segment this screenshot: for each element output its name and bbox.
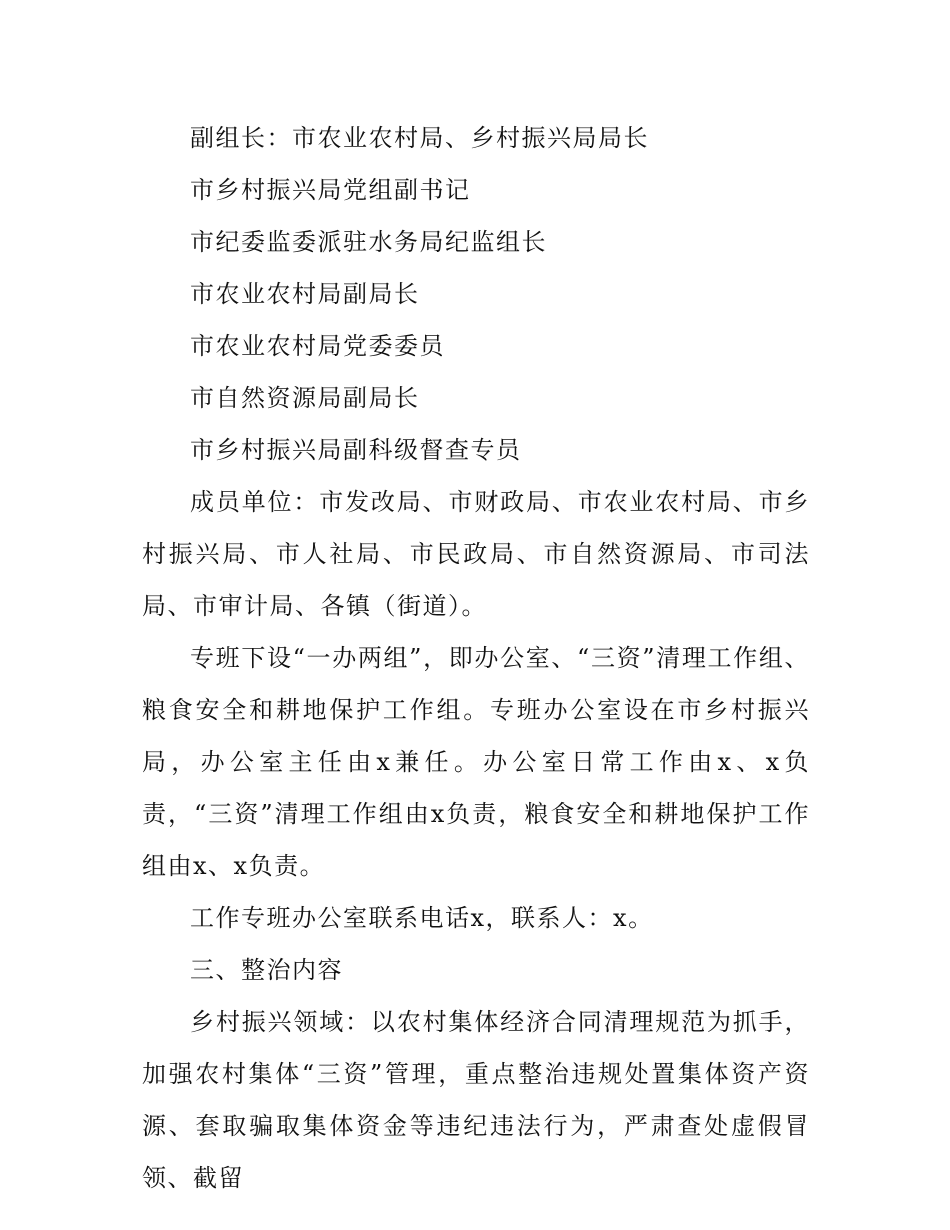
member-line-4: 市农业农村局党委委员 [190,332,445,360]
document-body [142,112,810,1204]
deputy-leader-line: 副组长：市农业农村局、乡村振兴局局长 [190,124,649,152]
member-line-5: 市自然资源局副局长 [190,384,420,412]
task-force-structure-paragraph: 专班下设“一办两组”，即办公室、“三资”清理工作组、粮食安全和耕地保护工作组。专班办公室设在市乡村振兴局，办公室主任由x兼任。办公室日常工作由x、x负责，“三资”清理工作组由x负责，粮食安全和耕地保护工作组由x、x负责。 [142,644,810,880]
member-line-1: 市乡村振兴局党组副书记 [190,176,471,204]
rectification-content-paragraph: 乡村振兴领域：以农村集体经济合同清理规范为抓手，加强农村集体“三资”管理，重点整治违规处置集体资产资源、套取骗取集体资金等违纪违法行为，严肃查处虚假冒领、截留 [142,1008,810,1192]
contact-info-paragraph: 工作专班办公室联系电话x，联系人：x。 [190,904,654,932]
section-heading: 三、整治内容 [190,956,343,984]
member-line-6: 市乡村振兴局副科级督查专员 [190,436,522,464]
member-line-3: 市农业农村局副局长 [190,280,420,308]
member-units-paragraph: 成员单位：市发改局、市财政局、市农业农村局、市乡村振兴局、市人社局、市民政局、市自然资源局、市司法局、市审计局、各镇（街道）。 [142,488,810,620]
member-line-2: 市纪委监委派驻水务局纪监组长 [190,228,547,256]
